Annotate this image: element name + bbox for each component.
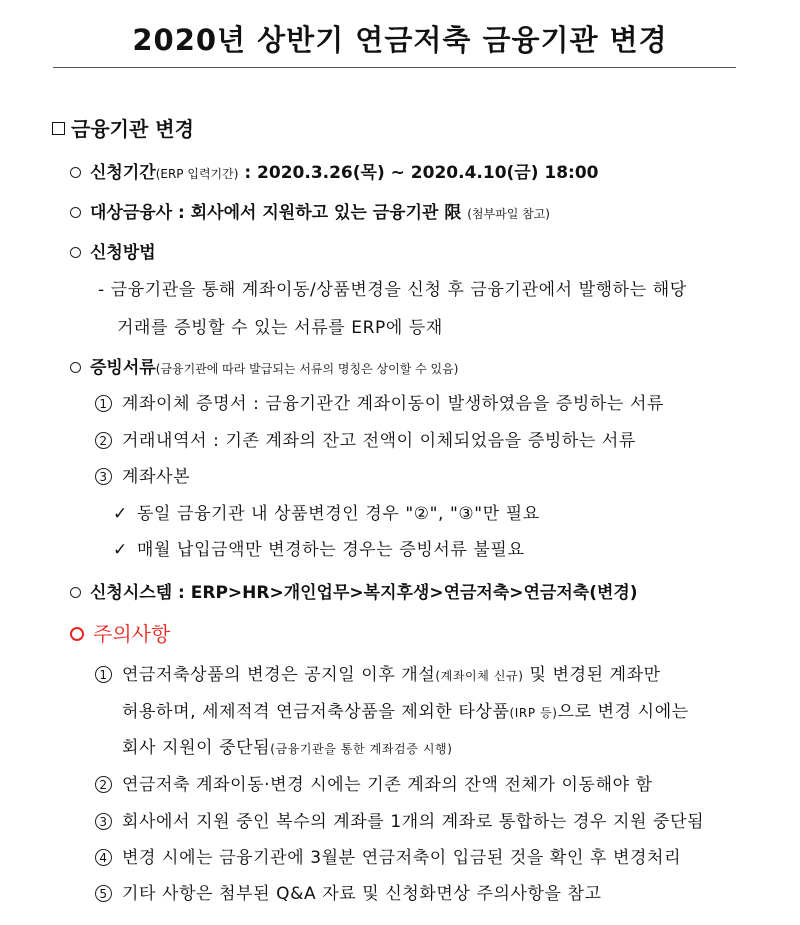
circle-bullet-icon: [70, 207, 81, 218]
number-badge: 1: [95, 395, 112, 412]
number-badge: 4: [95, 849, 112, 866]
number-badge: 3: [95, 813, 112, 830]
number-badge: 3: [95, 468, 112, 485]
title-divider: [53, 67, 736, 68]
caution-item-2: [95, 770, 653, 795]
caution-note: (계좌이체 신규): [435, 669, 524, 683]
caution-item-4: [95, 843, 681, 868]
period-value: : 2020.3.26(목) ~ 2020.4.10(금) 18:00: [238, 163, 599, 183]
caution-item-1-line-1: [95, 660, 661, 685]
docs-check-text: 매월 납입금액만 변경하는 경우는 증빙서류 불필요: [137, 540, 525, 560]
docs-item-text: 계좌사본: [122, 467, 191, 487]
docs-item-text: 계좌이체 증명서 : 금융기관간 계좌이동이 발생하였음을 증빙하는 서류: [122, 394, 664, 414]
caution-text: 기타 사항은 첨부된 Q&A 자료 및 신청화면상 주의사항을 참고: [122, 884, 602, 904]
caution-text: 회사에서 지원 중인 복수의 계좌를 1개의 계좌로 통합하는 경우 지원 중단됨: [122, 812, 705, 832]
caution-item-1-line-2: [122, 697, 689, 722]
number-badge: 5: [95, 885, 112, 902]
method-line-2: 거래를 증빙할 수 있는 서류를 ERP에 등재: [117, 318, 443, 338]
docs-check-2: [113, 535, 524, 560]
circle-bullet-icon: [70, 587, 81, 598]
docs-check-text: 동일 금융기관 내 상품변경인 경우 "②", "③"만 필요: [137, 504, 540, 524]
caution-text: 회사 지원이 중단됨: [122, 738, 271, 758]
caution-row: [70, 618, 170, 647]
checkmark-icon: ✓: [113, 504, 128, 524]
circle-bullet-icon: [70, 627, 84, 641]
docs-item-text: 거래내역서 : 기존 계좌의 잔고 전액이 이체되었음을 증빙하는 서류: [122, 431, 636, 451]
system-row: [70, 578, 638, 603]
docs-item-3: [95, 462, 190, 487]
docs-label: 증빙서류: [90, 358, 156, 378]
circle-bullet-icon: [70, 167, 81, 178]
method-row: [70, 238, 156, 263]
square-bullet-icon: [52, 122, 65, 135]
circle-bullet-icon: [70, 247, 81, 258]
checkmark-icon: ✓: [113, 540, 128, 560]
docs-check-1: [113, 499, 540, 524]
caution-note: (IRP 등): [509, 706, 558, 720]
caution-text: 연금저축 계좌이동·변경 시에는 기존 계좌의 잔액 전체가 이동해야 함: [122, 775, 653, 795]
caution-item-3: [95, 807, 704, 832]
docs-row: [70, 353, 458, 378]
circle-bullet-icon: [70, 362, 81, 373]
section-heading: [52, 113, 194, 142]
period-note: (ERP 입력기간): [155, 167, 239, 181]
caution-label: 주의사항: [93, 622, 171, 646]
caution-note: (금융기관을 통한 계좌검증 시행): [270, 742, 453, 756]
page-title: 2020년 상반기 연금저축 금융기관 변경: [132, 23, 668, 57]
caution-item-1-line-3: [122, 733, 453, 758]
number-badge: 2: [95, 776, 112, 793]
docs-item-1: [95, 389, 664, 414]
caution-text: 변경 시에는 금융기관에 3월분 연금저축이 입금된 것을 확인 후 변경처리: [122, 848, 682, 868]
target-note: (첨부파일 참고): [467, 207, 550, 221]
caution-text: 으로 변경 시에는: [557, 702, 689, 722]
docs-note: (금융기관에 따라 발급되는 서류의 명칭은 상이할 수 있음): [155, 362, 459, 376]
method-line-1: - 금융기관을 통해 계좌이동/상품변경을 신청 후 금융기관에서 발행하는 해당: [98, 280, 687, 300]
period-label: 신청기간: [90, 163, 156, 183]
method-label: 신청방법: [90, 243, 156, 263]
target-row: [70, 198, 550, 223]
period-row: [70, 158, 599, 183]
target-label: 대상금융사 : 회사에서 지원하고 있는 금융기관 限: [90, 203, 462, 223]
docs-item-2: [95, 426, 636, 451]
number-badge: 1: [95, 666, 112, 683]
caution-text: 허용하며, 세제적격 연금저축상품을 제외한 타상품: [122, 702, 510, 722]
caution-text: 및 변경된 계좌만: [523, 665, 661, 685]
caution-item-5: [95, 879, 602, 904]
caution-text: 연금저축상품의 변경은 공지일 이후 개설: [122, 665, 436, 685]
system-label: 신청시스템 : ERP>HR>개인업무>복지후생>연금저축>연금저축(변경): [90, 583, 638, 603]
number-badge: 2: [95, 432, 112, 449]
section-label: 금융기관 변경: [71, 117, 194, 141]
